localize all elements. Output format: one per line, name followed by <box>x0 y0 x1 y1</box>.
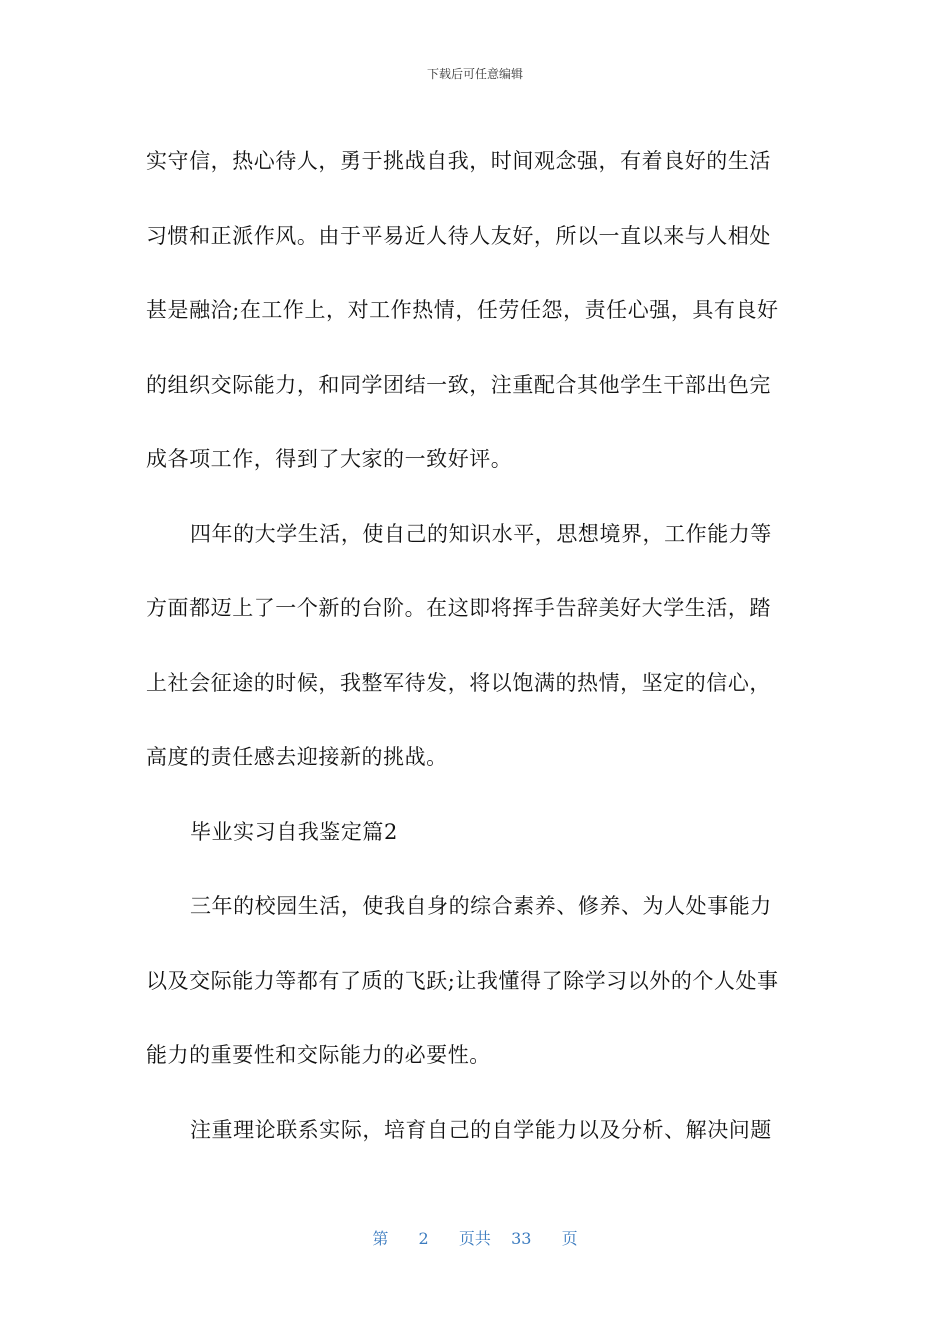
page-header: 下载后可任意编辑 <box>426 67 523 81</box>
document-body <box>146 124 806 1167</box>
paragraph-2 <box>146 497 806 795</box>
text-line: 的组织交际能力，和同学团结一致，注重配合其他学生干部出色完 <box>146 372 771 397</box>
text-line: 上社会征途的时候，我整军待发，将以饱满的热情，坚定的信心， <box>146 670 771 695</box>
text-line: 注重理论联系实际，培育自己的自学能力以及分析、解决问题 <box>190 1117 772 1142</box>
text-line: 高度的责任感去迎接新的挑战。 <box>146 745 448 769</box>
paragraph-4 <box>146 1093 806 1168</box>
text-line: 以及交际能力等都有了质的飞跃;让我懂得了除学习以外的个人处事 <box>146 968 779 993</box>
footer-current-page: 2 <box>418 1229 429 1248</box>
paragraph-3 <box>146 869 806 1093</box>
text-line: 能力的重要性和交际能力的必要性。 <box>146 1043 491 1067</box>
section-heading <box>146 795 806 870</box>
footer-total-pages: 33 <box>511 1229 532 1248</box>
footer-label-end: 页 <box>561 1229 578 1248</box>
footer-label-of: 页共 <box>458 1229 491 1248</box>
page-footer <box>0 1229 950 1249</box>
text-line: 三年的校园生活，使我自身的综合素养、修养、为人处事能力 <box>190 894 772 918</box>
text-line: 习惯和正派作风。由于平易近人待人友好，所以一直以来与人相处 <box>146 223 771 248</box>
heading-text: 毕业实习自我鉴定篇2 <box>190 819 398 844</box>
text-line: 四年的大学生活，使自己的知识水平，思想境界，工作能力等 <box>190 521 772 546</box>
text-line: 甚是融洽;在工作上，对工作热情，任劳任怨，责任心强，具有良好 <box>146 298 779 322</box>
text-line: 成各项工作，得到了大家的一致好评。 <box>146 447 513 471</box>
footer-label-page: 第 <box>372 1229 389 1248</box>
paragraph-1 <box>146 124 806 497</box>
text-line: 方面都迈上了一个新的台阶。在这即将挥手告辞美好大学生活，踏 <box>146 596 771 620</box>
text-line: 实守信，热心待人，勇于挑战自我，时间观念强，有着良好的生活 <box>146 149 771 173</box>
